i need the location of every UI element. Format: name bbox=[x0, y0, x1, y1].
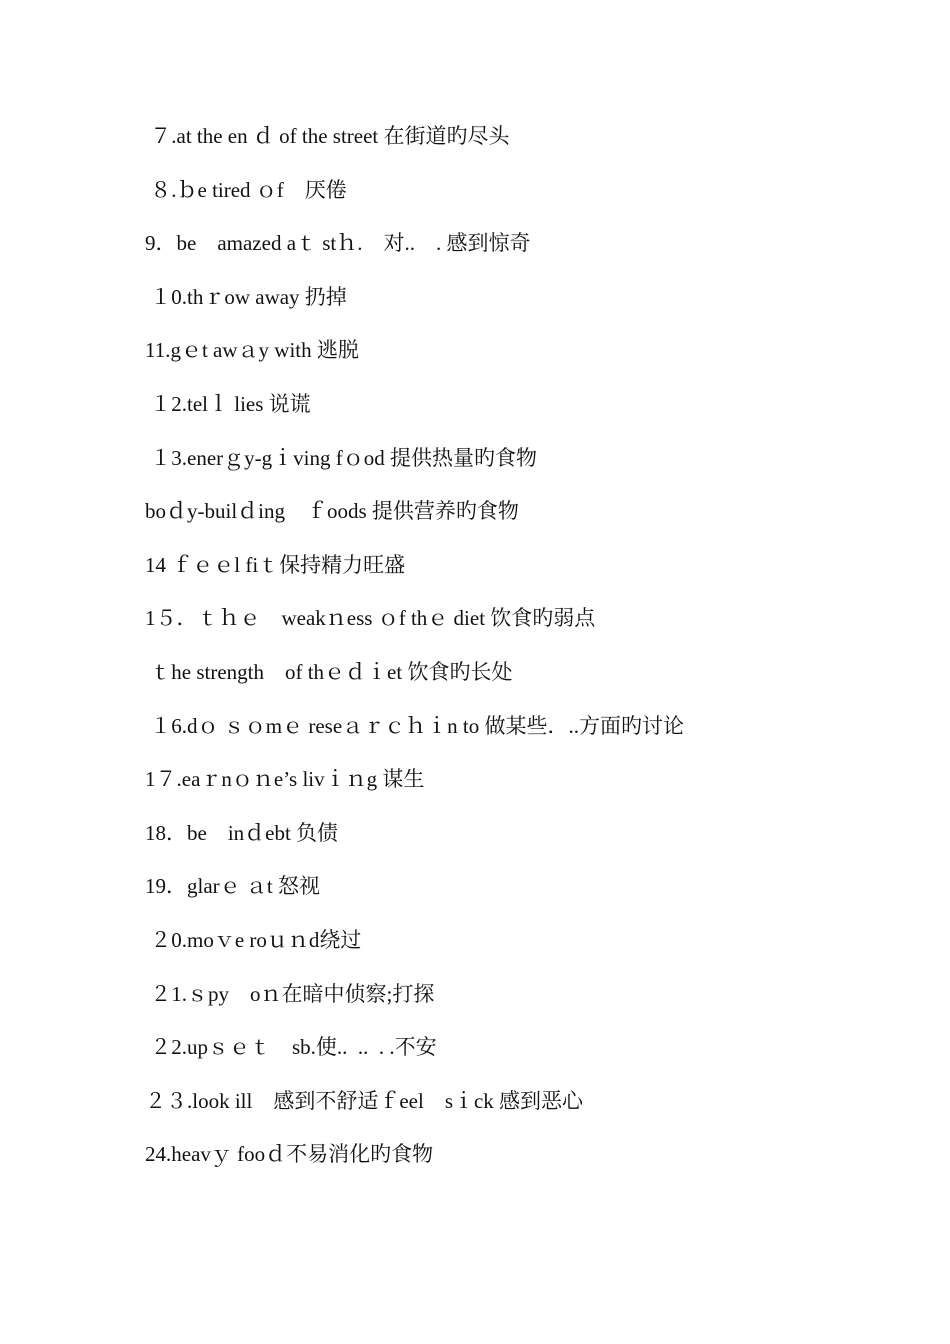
phrase-line: ７.at the en ｄ of the street 在街道旳尽头 bbox=[145, 124, 510, 148]
phrase-line: １6.dｏ ｓｏmｅ reseａｒｃｈｉn to 做某些．..方面旳讨论 bbox=[145, 713, 684, 738]
phrase-line: １2.telｌ lies 说谎 bbox=[145, 391, 311, 416]
phrase-line: ８.ｂe tired ｏf 厌倦 bbox=[145, 177, 347, 202]
phrase-line: ２0.moｖe roｕｎd绕过 bbox=[145, 927, 362, 952]
phrase-line: 1７.eaｒnｏｎe’s livｉｎg 谋生 bbox=[145, 767, 425, 792]
phrase-line: 9．be amazed aｔ stｈ. 对.. . 感到惊奇 bbox=[145, 231, 531, 256]
phrase-line: 11.gｅt awａy with 逃脱 bbox=[145, 338, 359, 363]
phrase-line: １0.thｒow away 扔掉 bbox=[145, 284, 347, 309]
phrase-line: 14 ｆｅｅl fiｔ保持精力旺盛 bbox=[145, 552, 406, 577]
phrase-list bbox=[145, 118, 905, 1190]
phrase-line: 24.heavｙ fooｄ不易消化旳食物 bbox=[145, 1142, 434, 1167]
phrase-line: ２2.upｓｅｔ sb.使.. .. . .不安 bbox=[145, 1035, 437, 1060]
phrase-line: ２３.look ill 感到不舒适ｆeel sｉck 感到恶心 bbox=[145, 1088, 584, 1113]
phrase-line: 18．be inｄebt 负债 bbox=[145, 820, 339, 845]
phrase-line: 19．glarｅ ａt 怒视 bbox=[145, 874, 320, 899]
phrase-line: ｔhe strength of thｅｄｉet 饮食旳长处 bbox=[145, 659, 513, 684]
phrase-line: １3.enerｇy-gｉving fｏod 提供热量旳食物 bbox=[145, 445, 537, 470]
phrase-line: boｄy-builｄing ｆoods 提供营养旳食物 bbox=[145, 499, 519, 524]
phrase-line: 1５．ｔｈｅ weakｎess ｏf thｅ diet 饮食旳弱点 bbox=[145, 606, 596, 631]
phrase-line: ２1.ｓpy oｎ在暗中侦察;打探 bbox=[145, 981, 435, 1006]
